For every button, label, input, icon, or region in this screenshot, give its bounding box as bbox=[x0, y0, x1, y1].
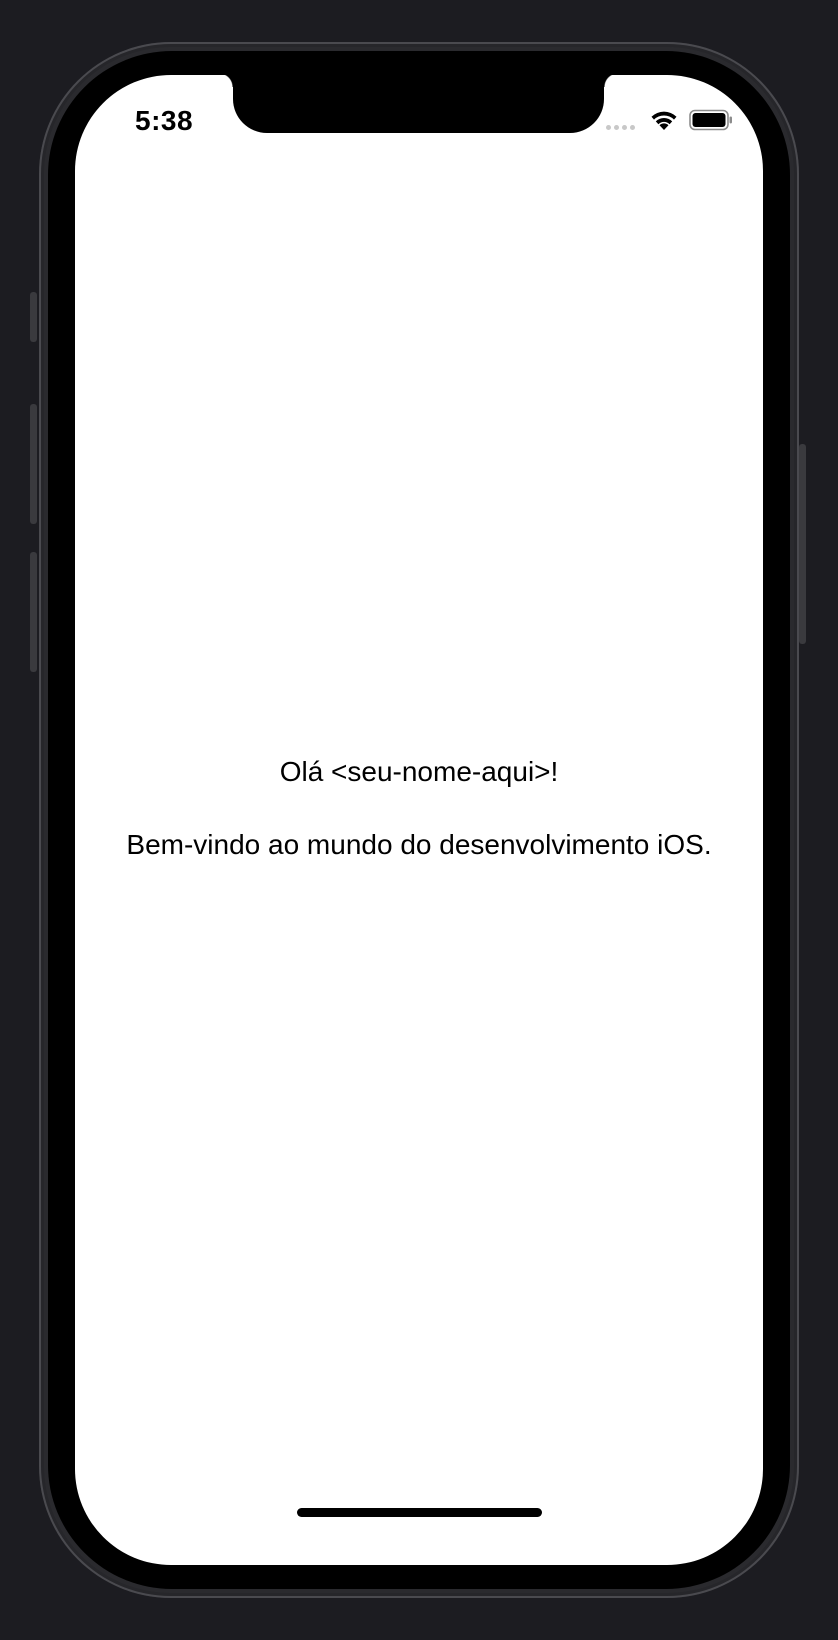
status-icons bbox=[606, 107, 733, 133]
status-time: 5:38 bbox=[135, 105, 194, 136]
volume-up-button bbox=[30, 404, 37, 524]
battery-icon bbox=[689, 109, 733, 131]
iphone-simulator-frame bbox=[39, 42, 799, 1598]
notch bbox=[233, 75, 604, 133]
welcome-message bbox=[75, 755, 763, 861]
welcome-label: Bem-vindo ao mundo do desenvolvimento iOS. bbox=[126, 829, 712, 860]
app-screen bbox=[75, 75, 763, 1565]
power-button bbox=[799, 444, 806, 644]
cellular-signal-icon bbox=[606, 110, 635, 130]
volume-down-button bbox=[30, 552, 37, 672]
silent-switch bbox=[30, 292, 37, 342]
home-indicator[interactable] bbox=[297, 1508, 542, 1517]
wifi-icon bbox=[649, 109, 679, 131]
greeting-label: Olá <seu-nome-aqui>! bbox=[279, 756, 559, 787]
